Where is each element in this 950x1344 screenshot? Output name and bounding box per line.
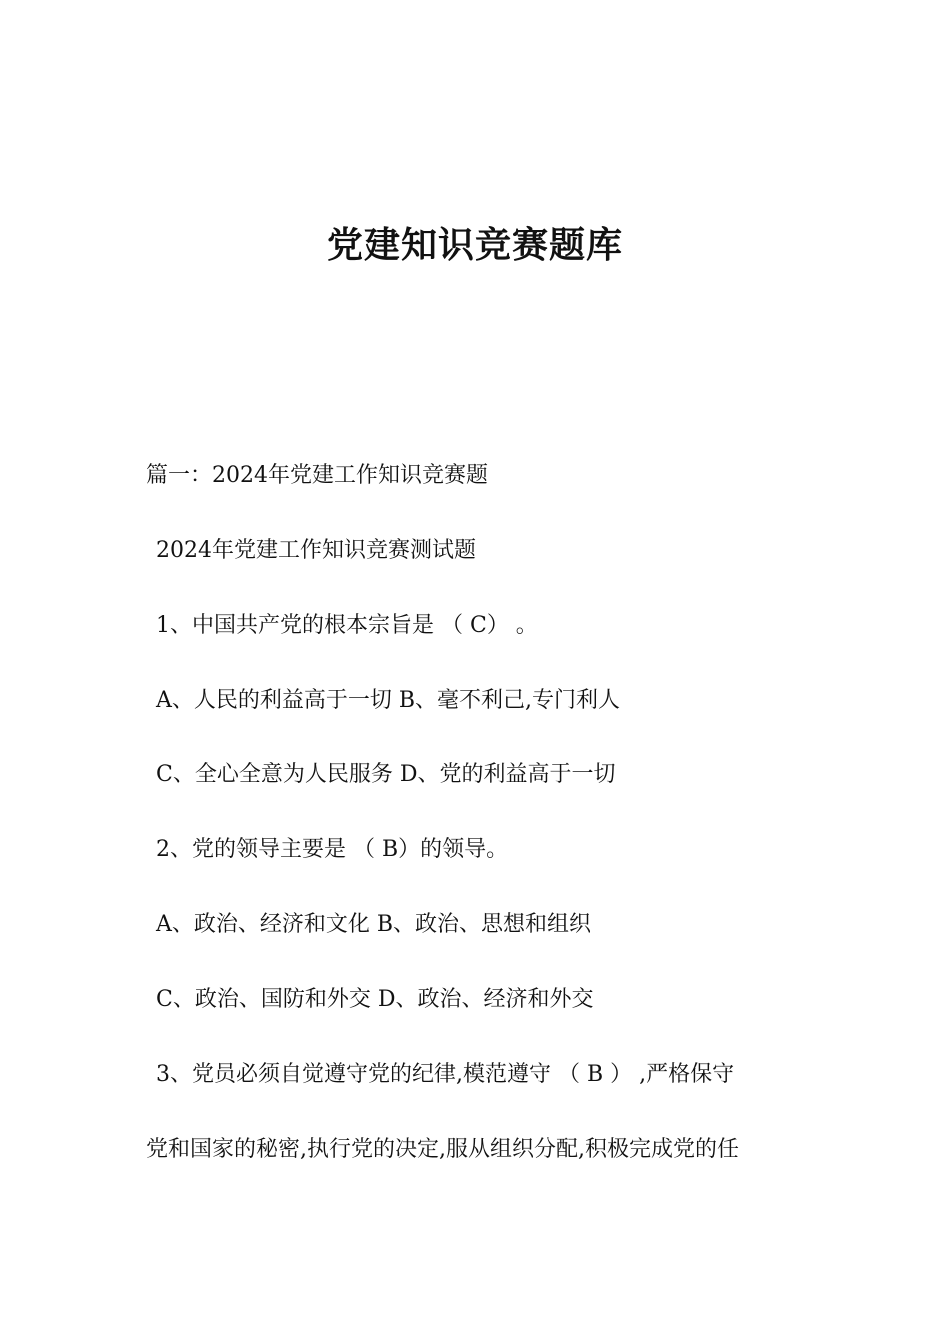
question-1-options-ab: A、人民的利益高于一切 B、毫不利己,专门利人 [156,688,621,713]
document-title: 党建知识竞赛题库 [326,225,623,266]
section-heading: 篇一：2024年党建工作知识竞赛题 [146,463,488,488]
question-2-options-cd: C、政治、国防和外交 D、政治、经济和外交 [156,987,594,1012]
question-1: 1、中国共产党的根本宗旨是 （ C） 。 [156,613,538,638]
question-2: 2、党的领导主要是 （ B）的领导。 [156,837,509,862]
question-1-options-cd: C、全心全意为人民服务 D、党的利益高于一切 [156,762,616,787]
question-3: 3、党员必须自觉遵守党的纪律,模范遵守 （ B ） ,严格保守 [156,1062,735,1087]
question-3-continued: 党和国家的秘密,执行党的决定,服从组织分配,积极完成党的任 [146,1137,739,1162]
quiz-subtitle: 2024年党建工作知识竞赛测试题 [156,538,476,563]
question-2-options-ab: A、政治、经济和文化 B、政治、思想和组织 [156,912,592,937]
